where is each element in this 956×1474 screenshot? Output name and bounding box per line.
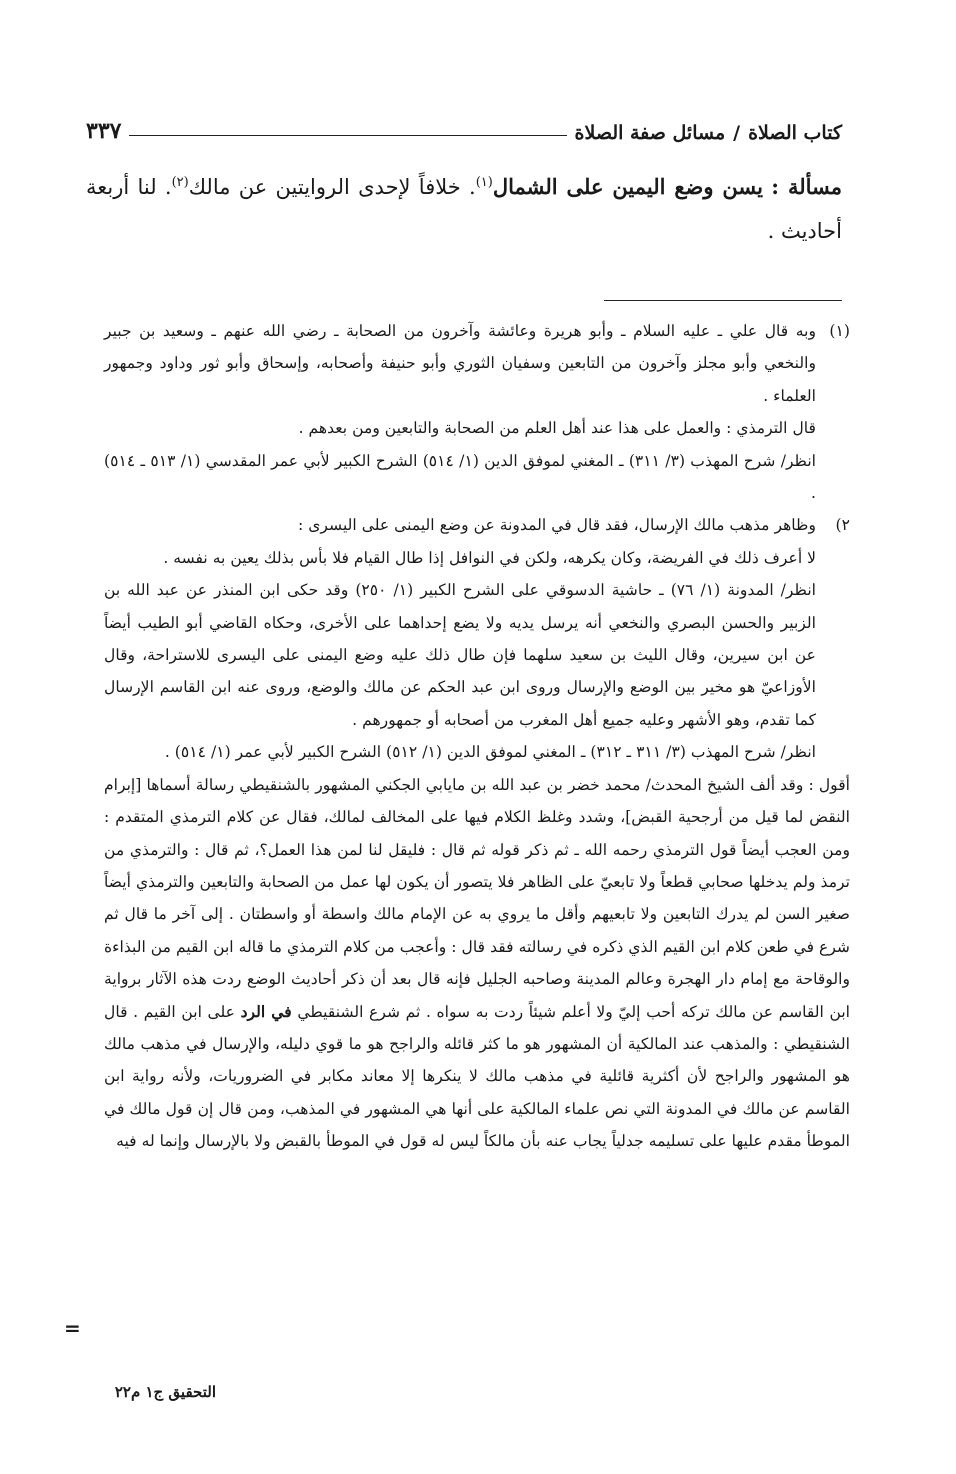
footnote-paragraph: لا أعرف ذلك في الفريضة، وكان يكرهه، ولكن في النوافل إذا طال القيام فلا بأس بذلك يعين به نفسه . [163,548,816,567]
commentary-part: على ابن القيم . قال الشنقيطي : والمذهب عند المالكية أن المشهور هو ما كثر قائله والراجح هو ما قوي دليله، والإرسال في مذهب مالك هو المشهور والراجح لأن أكثرية قائلية في مذهب مالك لا ينكرها إلا معاند مكابر في الضروريات، ولأنه رواية ابن القاسم عن مالك في المدونة التي نص علماء المالكية على أنها هي المشهور في المذهب، ومن قال إن قول مالك في الموطأ مقدم عليها على تسليمه جدلياً يجاب عنه بأن مالكاً ليس له قول في الموطأ بالقبض ولا بالإرسال وإنما له فيه [104,1002,850,1151]
footnote-paragraph: وبه قال علي ـ عليه السلام ـ وأبو هريرة وعائشة وآخرون من الصحابة ـ رضي الله عنهم ـ وسعيد بن جبير والنخعي وأبو مجلز وآخرون من التابعين وسفيان الثوري وأبو حنيفة وأصحابه، وإسحاق وأبو ثور وداود وجمهور العلماء . [104,322,816,405]
footnote-paragraph: انظر/ شرح المهذب (٣/ ٣١١) ـ المغني لموفق الدين (١/ ٥١٤) الشرح الكبير لأبي عمر المقدسي (١/ ٥١٣ ـ ٥١٤) . [104,451,817,503]
footnote-paragraph: وظاهر مذهب مالك الإرسال، فقد قال في المدونة عن وضع اليمنى على اليسرى : [298,516,816,535]
main-text [86,165,842,253]
section-title: مسائل صفة الصلاة [574,122,726,144]
author-commentary [104,769,850,1158]
footnote-2 [104,509,850,541]
commentary-bold: في الرد [240,1001,292,1021]
footnote-ref-2: (٢) [171,175,189,190]
issue-label: مسألة : [771,174,842,199]
footnote-1 [104,315,850,412]
header-rule [129,135,566,136]
footnote-separator [604,300,842,301]
commentary-part: أقول : وقد ألف الشيخ المحدث/ محمد خضر بن عبد الله بن مايابي الجكني المشهور بالشنقيطي رسالة أسماها [إبرام النقض لما قيل من أرجحية القبض]، وشدد وغلظ الكلام فيها على المخالف لمالك، فقال عن كلام الترمذي المتقدم : ومن العجب أيضاً قول الترمذي رحمه الله ـ ثم ذكر قوله ثم قال : فليقل لنا لمن هذا العمل؟، ثم قال : والترمذي من ترمذ ولم يدخلها صحابي قطعاً ولا تابعيّ على الظاهر فلا يتصور أن يكون لها عمل من الصحابة والتابعين والترمذي أيضاً صغير السن لم يدرك التابعين ولا تابعيهم وأقل ما يروي به عن الإمام مالك واسطة أو واسطتان . إلى آخر ما قال ثم شرع في طعن كلام ابن القيم الذي ذكره في رسالته فقد قال : وأعجب من كلام الترمذي ما قاله ابن القيم من البذاءة والوقاحة مع إمام دار الهجرة وعالم المدينة وصاحبه الجليل فإنه قال بعد أن ذكر أحاديث الوضع ردت هذه الآثار برواية ابن القاسم عن مالك تركه أحب إليّ ولا أعلم شيئاً ردت به سواه . ثم شرع الشنقيطي [104,775,850,1021]
footnote-ref-1: (١) [475,175,493,190]
running-header [86,108,842,144]
page-number: ٣٣٧ [86,118,122,144]
continuation-mark: = [64,1316,81,1340]
footnote-number: (١) [829,322,850,340]
footnote-number: ٢) [835,516,850,535]
footnote-paragraph: انظر/ المدونة (١/ ٧٦) ـ حاشية الدسوقي على الشرح الكبير (١/ ٢٥٠) وقد حكى ابن المنذر عن عبد الله بن الزبير والحسن البصري والنخعي أنه يرسل يديه ولا يضع إحداهما على الأخرى، وحكاه القاضي أبو الطيب أيضاً عن ابن سيرين، وقال الليث بن سعيد سلهما فإن طال ذلك عليه وضع اليمنى على اليسرى للاستراحة، وقال الأوزاعيّ هو مخير بين الوضع والإرسال وروى ابن عبد الحكم عن مالك والوضع، وروى عنه ابن القاسم الإرسال كما تقدم، وهو الأشهر وعليه جميع أهل المغرب من أصحابه أو جمهورهم . [104,581,817,729]
footnotes [104,315,850,1158]
book-title: كتاب الصلاة [748,122,842,144]
issue-middle: . خلافاً لإحدى الروايتين عن مالك [188,175,476,199]
header-separator: / [733,122,741,144]
issue-statement: يسن وضع اليمين على الشمال [492,174,763,199]
printer-signature: التحقيق ج١ م٢٢ [114,1383,216,1401]
issue-tail: . لنا أربعة أحاديث . [86,175,842,243]
footnote-paragraph: قال الترمذي : والعمل على هذا عند أهل العلم من الصحابة والتابعين ومن بعدهم . [298,419,816,438]
footnote-paragraph: انظر/ شرح المهذب (٣/ ٣١١ ـ ٣١٢) ـ المغني لموفق الدين (١/ ٥١٢) الشرح الكبير لأبي عمر (١/ ٥١٤) . [164,743,816,762]
